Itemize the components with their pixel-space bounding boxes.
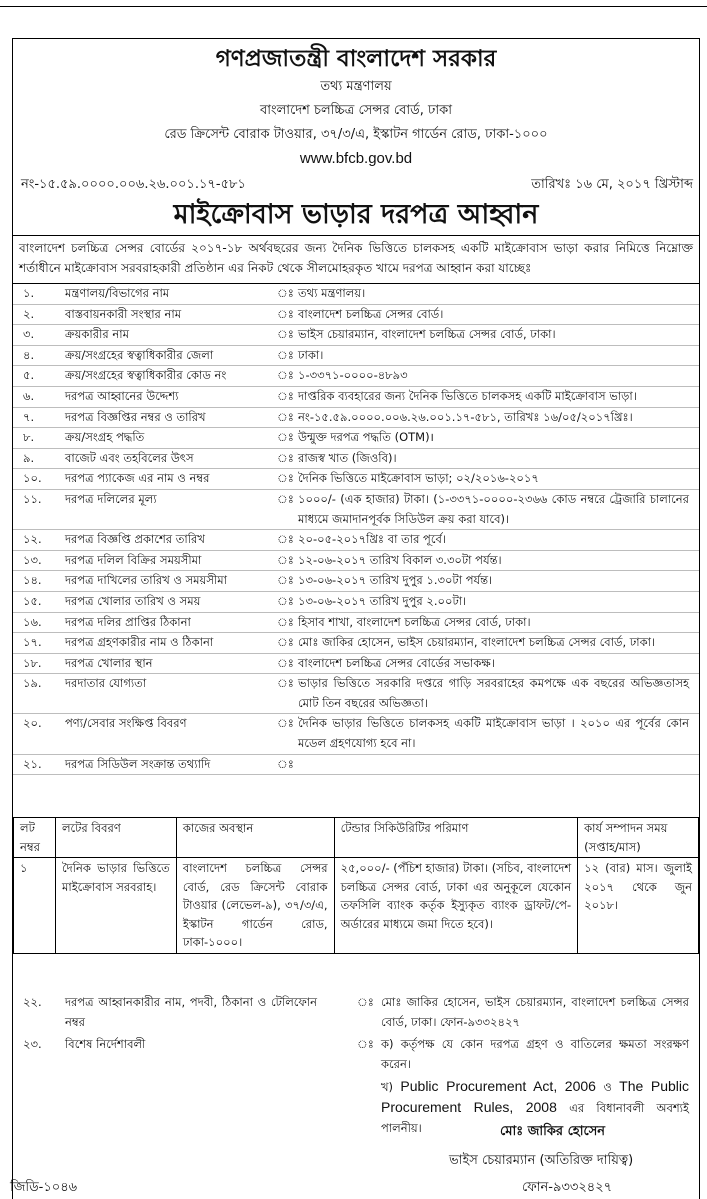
item-colon: ঃ	[277, 532, 294, 547]
instruction-b-prefix: খ)	[381, 1080, 394, 1094]
item-label: ক্রয়/সংগ্রহ পদ্ধতি	[65, 430, 145, 445]
list-item	[13, 571, 699, 592]
item-label: দরদাতার যোগ্যতা	[65, 676, 147, 691]
list-item	[13, 490, 699, 530]
header-lot-number: লট নম্বর	[14, 818, 56, 858]
instruction-a: ক) কর্তৃপক্ষ যে কোন দরপত্র গ্রহণ ও বাতিলের ক্ষমতা সংরক্ষণ করেন।	[381, 1037, 689, 1071]
item-colon: ঃ	[277, 347, 294, 362]
item-colon: ঃ	[277, 450, 294, 465]
item-colon: ঃ	[277, 327, 294, 342]
item-label: পণ্য/সেবার সংক্ষিপ্ত বিবরণ	[65, 716, 187, 731]
item-number: ১৯.	[23, 676, 42, 691]
header-tender-security: টেন্ডার সিকিউরিটির পরিমাণ	[334, 818, 578, 858]
item-label: ক্রয়কারীর নাম	[65, 327, 129, 342]
item-number: ৩.	[23, 327, 35, 342]
item-number: ১০.	[23, 471, 42, 486]
lot-number: ১	[14, 858, 56, 954]
item-colon: ঃ	[277, 635, 294, 650]
list-item	[13, 305, 699, 326]
gd-code: জিডি-১০৪৬	[10, 1180, 78, 1195]
item-label: বাস্তবায়নকারী সংস্থার নাম	[65, 306, 182, 321]
item-value: ১-৩৩৭১-০০০০-৪৮৯৩	[298, 368, 408, 383]
item-number: ১৮.	[23, 655, 42, 670]
item-value: ১৩-০৬-২০১৭ তারিখ দুপুর ১.৩০টা পর্যন্ত।	[298, 573, 493, 588]
item-value	[298, 755, 699, 775]
list-item	[13, 551, 699, 572]
list-item	[13, 654, 699, 675]
list-item	[13, 674, 699, 714]
item-colon: ঃ	[277, 388, 294, 403]
item-value: ১০০০/- (এক হাজার) টাকা। (১-৩৩৭১-০০০০-২৩৬৬ কোড নম্বরে ট্রেজারি চালানের মাধ্যমে জমাদানপূর্বক সিডিউল ক্রয় করা যাবে)।	[298, 491, 689, 526]
item-value: ঢাকা।	[298, 347, 324, 362]
item-number: ৯.	[23, 450, 35, 465]
item-colon: ঃ	[277, 655, 294, 670]
signatory-designation: ভাইস চেয়ারম্যান (অতিরিক্ত দায়িত্ব)	[449, 1153, 634, 1168]
item-number: ২২.	[23, 995, 42, 1009]
item-number: ১৭.	[23, 635, 42, 650]
list-item	[13, 428, 699, 449]
item-colon: ঃ	[277, 368, 294, 383]
item-number: ১.	[23, 286, 35, 300]
item-colon: ঃ	[277, 306, 294, 321]
item-value: উন্মুক্ত দরপত্র পদ্ধতি (OTM)।	[298, 430, 434, 445]
board-address: রেড ক্রিসেন্ট বোরাক টাওয়ার, ৩৭/৩/এ, ইস্কাটন গার্ডেন রোড, ঢাকা-১০০০	[164, 127, 548, 142]
instruction-b-rules: The Public Procurement Rules, 2008	[381, 1078, 689, 1115]
item-label: ক্রয়/সংগ্রহের স্বত্বাধিকারীর জেলা	[65, 347, 214, 362]
tender-notice	[12, 38, 700, 1199]
header-lot-description: লটের বিবরণ	[55, 818, 176, 858]
item-colon: ঃ	[277, 676, 294, 691]
list-item	[13, 449, 699, 470]
instruction-b-act: Public Procurement Act, 2006	[400, 1078, 596, 1094]
intro-paragraph: বাংলাদেশ চলচ্চিত্র সেন্সর বোর্ডের ২০১৭-১৮ অর্থবছরের জন্য দৈনিক ভিত্তিতে চালকসহ একটি মাইক্রোবাস ভাড়া করার নিমিত্তে নিম্নোক্ত শর্তাধীনে মাইক্রোবাস সরবরাহকারী প্রতিষ্ঠান এর নিকট থেকে সীলমোহরকৃত খামে দরপত্র আহ্বান করা যাচ্ছেঃ	[13, 235, 699, 278]
item-colon: ঃ	[277, 286, 294, 300]
item-label: দরপত্র সিডিউল সংক্রান্ত তথ্যাদি	[65, 756, 211, 771]
item-value: মোঃ জাকির হোসেন, ভাইস চেয়ারম্যান, বাংলাদেশ চলচ্চিত্র সেন্সর বোর্ড, ঢাকা। ফোন-৯৩৩২৪২৭	[381, 995, 689, 1029]
item-value: বাংলাদেশ চলচ্চিত্র সেন্সর বোর্ডের সভাকক্ষ।	[298, 655, 495, 670]
item-colon: ঃ	[277, 593, 294, 608]
list-item	[13, 633, 699, 654]
item-number: ২৩.	[23, 1037, 42, 1051]
list-item	[13, 613, 699, 634]
item-number: ১৫.	[23, 593, 42, 608]
item-number: ৪.	[23, 347, 35, 362]
table-row	[14, 858, 699, 954]
instruction-b-and: ও	[603, 1080, 612, 1094]
item-colon: ঃ	[277, 409, 294, 424]
memo-number: নং-১৫.৫৯.০০০০.০০৬.২৬.০০১.১৭-৫৮১	[21, 177, 246, 192]
instruction-b-suffix: এর বিধানাবলী অবশ্যই পালনীয়।	[381, 1101, 690, 1135]
item-colon: ঃ	[277, 614, 294, 629]
list-item	[13, 346, 699, 367]
item-label: দরপত্র দাখিলের তারিখ ও সময়সীমা	[65, 573, 227, 588]
item-colon: ঃ	[277, 471, 294, 486]
conditions-list	[13, 283, 699, 775]
memo-date: তারিখঃ ১৬ মে, ২০১৭ খ্রিস্টাব্দ	[531, 177, 693, 192]
list-item	[13, 284, 699, 305]
item-number: ৭.	[23, 409, 35, 424]
item-number: ৮.	[23, 430, 35, 445]
item-number: ১২.	[23, 532, 42, 547]
list-item	[13, 755, 699, 776]
item-colon: ঃ	[357, 1037, 374, 1051]
list-item	[13, 366, 699, 387]
list-item	[13, 530, 699, 551]
item-value: হিসাব শাখা, বাংলাদেশ চলচ্চিত্র সেন্সর বোর্ড, ঢাকা।	[298, 614, 531, 629]
signatory-name: মোঃ জাকির হোসেন	[500, 1124, 606, 1139]
list-item	[13, 469, 699, 490]
item-label: দরপত্র বিজ্ঞপ্তি প্রকাশের তারিখ	[65, 532, 205, 547]
item-label: বাজেট এবং তহবিলের উৎস	[65, 450, 194, 465]
item-number: ২.	[23, 306, 35, 321]
item-label: দরপত্র আহ্বানকারীর নাম, পদবী, ঠিকানা ও টেলিফোন নম্বর	[65, 995, 317, 1029]
item-label: মন্ত্রণালয়/বিভাগের নাম	[65, 286, 170, 300]
list-item	[13, 592, 699, 613]
item-label: দরপত্র আহ্বানের উদ্দেশ্য	[65, 388, 179, 403]
lot-table-header	[14, 818, 699, 858]
bottom-items	[13, 992, 699, 1138]
list-item	[13, 992, 699, 1034]
list-item	[13, 714, 699, 754]
item-value: ভাইস চেয়ারম্যান, বাংলাদেশ চলচ্চিত্র সেন্সর বোর্ড, ঢাকা।	[298, 327, 556, 342]
item-value: ১২-০৬-২০১৭ তারিখ বিকাল ৩.৩০টা পর্যন্ত।	[298, 552, 502, 567]
header-completion-time: কার্য সম্পাদন সময় (সপ্তাহ/মাস)	[578, 818, 699, 858]
item-colon: ঃ	[277, 756, 294, 771]
notice-title: মাইক্রোবাস ভাড়ার দরপত্র আহ্বান	[173, 199, 539, 230]
item-colon: ঃ	[277, 716, 294, 731]
item-value: ১৩-০৬-২০১৭ তারিখ দুপুর ২.০০টা।	[298, 593, 467, 608]
item-number: ১১.	[23, 491, 42, 506]
item-number: ১৪.	[23, 573, 42, 588]
item-label: দরপত্র প্যাকেজ এর নাম ও নম্বর	[65, 471, 210, 486]
website-link[interactable]: www.bfcb.gov.bd	[299, 150, 413, 167]
item-label: দরপত্র গ্রহণকারীর নাম ও ঠিকানা	[65, 635, 214, 650]
lot-description: দৈনিক ভাড়ার ভিত্তিতে মাইক্রোবাস সরবরাহ।	[55, 858, 176, 954]
item-label: দরপত্র বিজ্ঞপ্তির নম্বর ও তারিখ	[65, 409, 206, 424]
completion-time: ১২ (বার) মাস। জুলাই ২০১৭ থেকে জুন ২০১৮।	[578, 858, 699, 954]
list-item	[13, 325, 699, 346]
item-value: দৈনিক ভাড়ার ভিত্তিতে চালকসহ একটি মাইক্রোবাস ভাড়া । ২০১০ এর পূর্বের কোন মডেল গ্রহণযোগ্য হবে না।	[298, 716, 689, 751]
item-label: দরপত্র দলিল বিক্রির সময়সীমা	[65, 552, 202, 567]
item-value: দৈনিক ভিত্তিতে মাইক্রোবাস ভাড়া; ০২/২০১৬-২০১৭	[298, 471, 539, 486]
item-value: ভাড়ার ভিত্তিতে সরকারি দপ্তরে গাড়ি সরবরাহের কমপক্ষে এক বছরের অভিজ্ঞতাসহ মোট তিন বছরের অভিজ্ঞতা।	[298, 676, 689, 710]
item-label: দরপত্র খোলার তারিখ ও সময়	[65, 593, 201, 608]
item-label: দরপত্র দলির প্রাপ্তির ঠিকানা	[65, 614, 191, 629]
item-colon: ঃ	[357, 995, 374, 1009]
signatory-phone: ফোন-৯৩৩২৪২৭	[522, 1180, 613, 1195]
item-value: মোঃ জাকির হোসেন, ভাইস চেয়ারম্যান, বাংলাদেশ চলচ্চিত্র সেন্সর বোর্ড, ঢাকা।	[298, 635, 656, 650]
item-number: ৬.	[23, 388, 35, 403]
item-value: ২০-০৫-২০১৭খ্রিঃ বা তার পূর্বে।	[298, 532, 446, 547]
lot-table	[13, 817, 699, 954]
item-value: তথ্য মন্ত্রণালয়।	[298, 286, 366, 300]
list-item	[13, 408, 699, 429]
item-label: বিশেষ নির্দেশাবলী	[65, 1037, 146, 1051]
item-label: দরপত্র দলিলের মূল্য	[65, 491, 157, 506]
item-label: দরপত্র খোলার স্থান	[65, 655, 153, 670]
item-colon: ঃ	[277, 573, 294, 588]
item-number: ৫.	[23, 368, 35, 383]
item-value: নং-১৫.৫৯.০০০০.০০৬.২৬.০০১.১৭-৫৮১, তারিখঃ ১৬/০৫/২০১৭খ্রিঃ।	[298, 409, 633, 424]
item-value: দাপ্তরিক ব্যবহারের জন্য দৈনিক ভিত্তিতে চালকসহ একটি মাইক্রোবাস ভাড়া।	[298, 388, 637, 403]
header-work-location: কাজের অবস্থান	[176, 818, 334, 858]
item-label: ক্রয়/সংগ্রহের স্বত্বাধিকারীর কোড নং	[65, 368, 227, 383]
item-number: ২০.	[23, 716, 42, 731]
item-colon: ঃ	[277, 430, 294, 445]
item-value: বাংলাদেশ চলচ্চিত্র সেন্সর বোর্ড।	[298, 306, 444, 321]
item-number: ১৬.	[23, 614, 42, 629]
item-value: রাজস্ব খাত (জিওবি)।	[298, 450, 397, 465]
work-location: বাংলাদেশ চলচ্চিত্র সেন্সর বোর্ড, রেড ক্রিসেন্ট বোরাক টাওয়ার (লেভেল-৯), ৩৭/৩/এ, ইস্কাটন গার্ডেন রোড, ঢাকা-১০০০।	[176, 858, 334, 954]
board-name: বাংলাদেশ চলচ্চিত্র সেন্সর বোর্ড, ঢাকা	[260, 103, 452, 118]
list-item	[13, 387, 699, 408]
item-number: ১৩.	[23, 552, 42, 567]
government-name: গণপ্রজাতন্ত্রী বাংলাদেশ সরকার	[215, 46, 497, 72]
item-number: ২১.	[23, 756, 42, 771]
item-colon: ঃ	[277, 491, 294, 506]
tender-security: ২৫,০০০/- (পঁচিশ হাজার) টাকা। (সচিব, বাংলাদেশ চলচ্চিত্র সেন্সর বোর্ড, ঢাকা এর অনুকূলে যেকোন তফসিলি ব্যাংক কর্তৃক ইস্যুকৃত ব্যাংক ড্রাফট/পে-অর্ডারের মাধ্যমে জমা দিতে হবে)।	[334, 858, 578, 954]
ministry-name: তথ্য মন্ত্রণালয়	[320, 79, 392, 94]
item-colon: ঃ	[277, 552, 294, 567]
top-rule	[0, 6, 707, 7]
